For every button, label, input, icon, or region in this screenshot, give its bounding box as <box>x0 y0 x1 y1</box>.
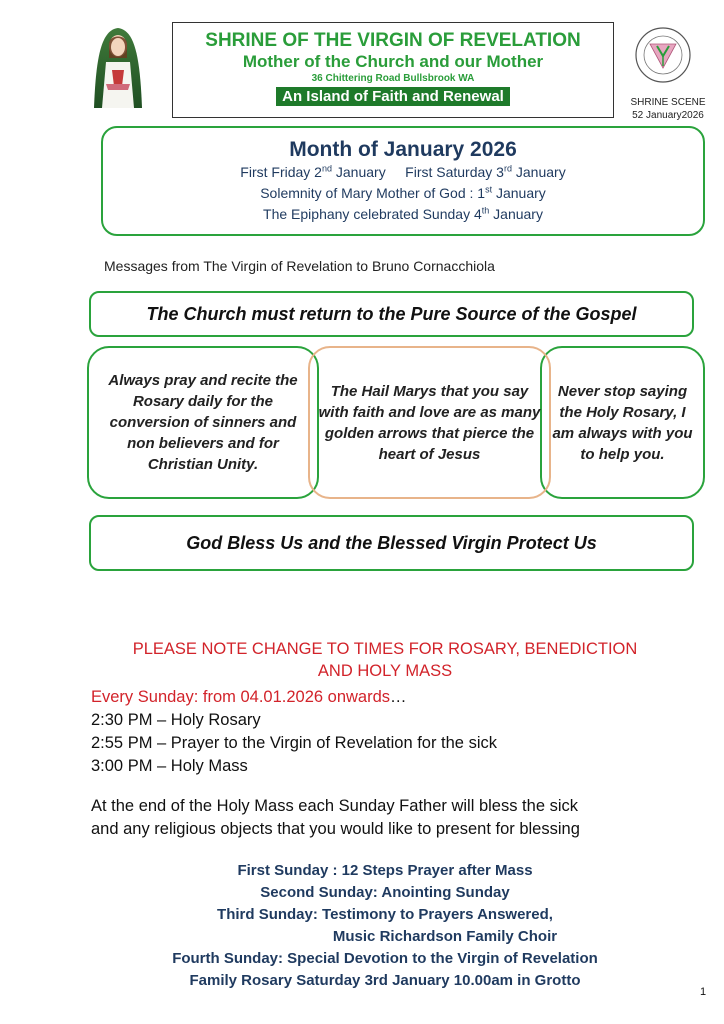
solemnity-line <box>103 183 703 204</box>
gospel-banner: The Church must return to the Pure Source of the Gospel <box>89 291 694 337</box>
schedule-item-mass: 3:00 PM – Holy Mass <box>91 757 248 775</box>
header-box <box>172 22 614 118</box>
blessing-banner: God Bless Us and the Blessed Virgin Protect Us <box>89 515 694 571</box>
notice-line-2: AND HOLY MASS <box>317 662 453 680</box>
second-sunday: Second Sunday: Anointing Sunday <box>260 884 510 901</box>
third-sunday-continued: Music Richardson Family Choir <box>332 928 558 945</box>
epiphany-line <box>103 204 703 225</box>
fourth-sunday: Fourth Sunday: Special Devotion to the Virgin of Revelation <box>172 950 598 967</box>
blessing-paragraph <box>91 795 711 841</box>
shrine-title: SHRINE OF THE VIRGIN OF REVELATION <box>205 30 581 51</box>
page-number: 1 <box>700 986 707 998</box>
shrine-scene-label <box>618 96 718 122</box>
schedule-intro-suffix: … <box>390 688 407 706</box>
solemnity-sup: st <box>485 184 493 195</box>
solemnity-pre: Solemnity of Mary Mother of God : 1 <box>260 185 486 201</box>
message-card-never-stop: Never stop saying the Holy Rosary, I am always with you to help you. <box>540 346 705 499</box>
month-title: Month of January 2026 <box>289 138 517 161</box>
first-saturday-sup: rd <box>503 163 512 174</box>
blessing-line-2: and any religious objects that you would like to present for blessing <box>91 820 580 838</box>
message-card-hail-marys: The Hail Marys that you say with faith and love are as many golden arrows that pierce the heart of Jesus <box>308 346 551 499</box>
family-rosary: Family Rosary Saturday 3rd January 10.00am in Grotto <box>189 972 581 989</box>
shrine-motto: An Island of Faith and Renewal <box>276 87 510 106</box>
schedule-item-prayer: 2:55 PM – Prayer to the Virgin of Revelation for the sick <box>91 734 497 752</box>
first-saturday-pre: First Saturday 3 <box>405 164 504 180</box>
epiphany-sup: th <box>481 205 490 216</box>
virgin-of-revelation-image <box>88 24 148 110</box>
month-box <box>101 126 705 236</box>
epiphany-post: January <box>489 206 543 222</box>
first-friday-pre: First Friday 2 <box>240 164 322 180</box>
first-friday-sup: nd <box>321 163 332 174</box>
notice-line-1: PLEASE NOTE CHANGE TO TIMES FOR ROSARY, BENEDICTION <box>132 640 638 658</box>
shrine-scene-name: SHRINE SCENE <box>630 97 706 108</box>
catechetical-association-logo <box>634 26 692 84</box>
schedule-item-rosary: 2:30 PM – Holy Rosary <box>91 711 261 729</box>
blessing-line-1: At the end of the Holy Mass each Sunday Father will bless the sick <box>91 797 578 815</box>
schedule-intro: Every Sunday: from 04.01.2026 onwards <box>91 688 391 706</box>
first-friday-post: January <box>332 164 386 180</box>
time-change-notice <box>90 638 680 682</box>
first-sunday: First Sunday : 12 Steps Prayer after Mass <box>237 862 533 879</box>
third-sunday: Third Sunday: Testimony to Prayers Answered, <box>217 906 553 923</box>
sunday-devotions-list <box>100 860 670 992</box>
epiphany-pre: The Epiphany celebrated Sunday 4 <box>263 206 482 222</box>
first-friday-saturday-line <box>103 162 703 183</box>
shrine-scene-issue: 52 January2026 <box>632 110 704 121</box>
messages-intro: Messages from The Virgin of Revelation to Bruno Cornacchiola <box>104 258 495 274</box>
solemnity-post: January <box>492 185 546 201</box>
first-saturday-post: January <box>512 164 566 180</box>
shrine-address: 36 Chittering Road Bullsbrook WA <box>311 73 475 84</box>
sunday-schedule <box>91 686 711 778</box>
shrine-subtitle: Mother of the Church and our Mother <box>242 52 544 71</box>
message-card-rosary-daily: Always pray and recite the Rosary daily for the conversion of sinners and non believers and for Christian Unity. <box>87 346 319 499</box>
schedule-intro-line <box>91 686 711 709</box>
